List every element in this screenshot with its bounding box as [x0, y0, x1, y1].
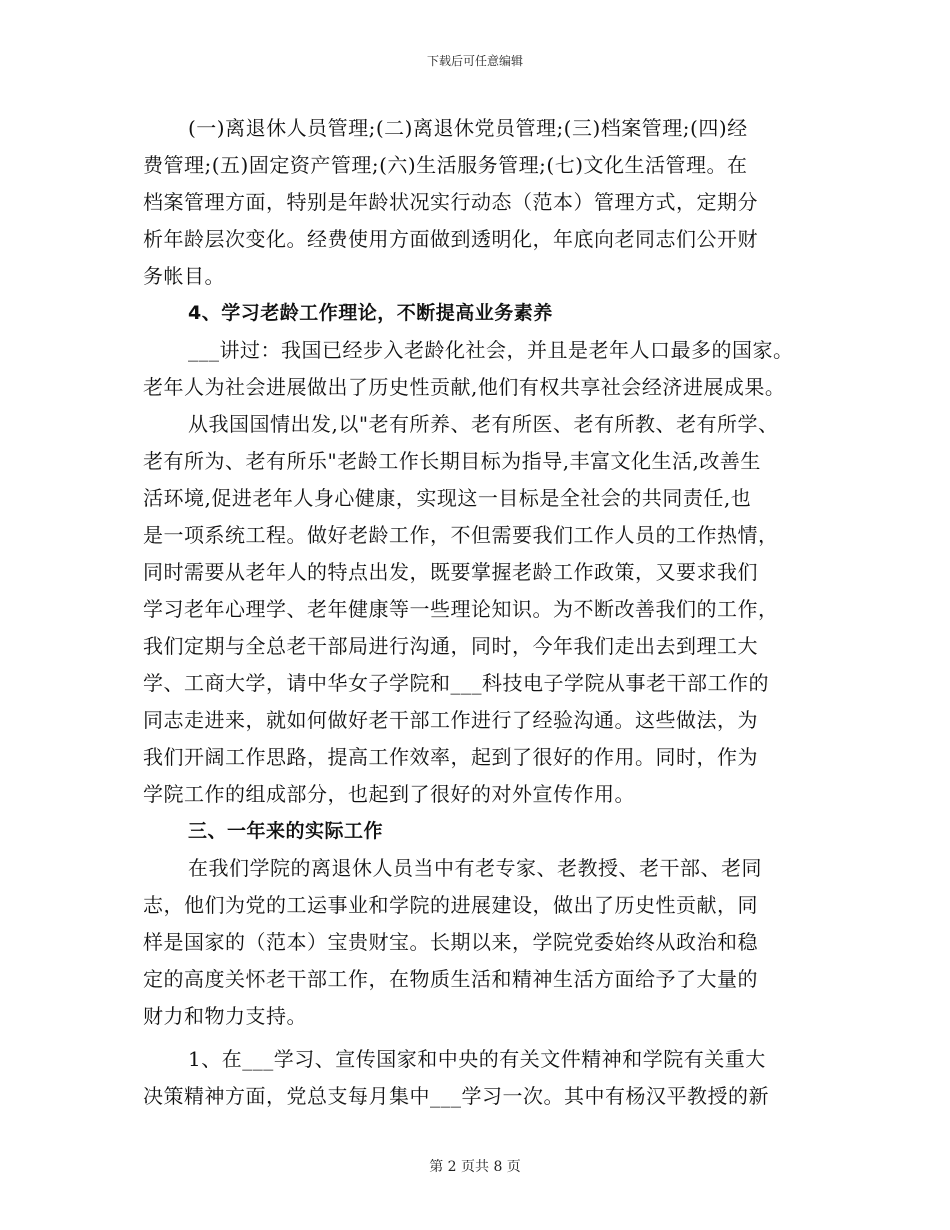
paragraph-line: 1、在___学习、宣传国家和中央的有关文件精神和学院有关重大	[188, 1047, 766, 1071]
paragraph-line: 析年龄层次变化。经费使用方面做到透明化，年底向老同志们公开财	[143, 227, 758, 251]
paragraph-line: 老年人为社会进展做出了历史性贡献,他们有权共享社会经济进展成果。	[143, 375, 786, 399]
section-heading: 三、一年来的实际工作	[188, 820, 384, 842]
section-heading: 4、学习老龄工作理论，不断提高业务素养	[188, 302, 553, 324]
paragraph-line: 定的高度关怀老干部工作，在物质生活和精神生活方面给予了大量的	[143, 967, 758, 991]
page-header: 下载后可任意编辑	[426, 54, 523, 68]
paragraph-line: 同志走进来，就如何做好老干部工作进行了经验沟通。这些做法，为	[143, 708, 758, 732]
paragraph-line: 我们定期与全总老干部局进行沟通，同时，今年我们走出去到理工大	[143, 634, 758, 658]
paragraph-line: 样是国家的（范本）宝贵财宝。长期以来，学院党委始终从政治和稳	[143, 930, 758, 954]
paragraph-line: 在我们学院的离退休人员当中有老专家、老教授、老干部、老同	[188, 856, 762, 880]
paragraph-line: 费管理;(五)固定资产管理;(六)生活服务管理;(七)文化生活管理。在	[143, 153, 748, 177]
paragraph-line: 老有所为、老有所乐"老龄工作长期目标为指导,丰富文化生活,改善生	[143, 449, 761, 473]
paragraph-line: 财力和物力支持。	[143, 1004, 307, 1028]
paragraph-line: 学院工作的组成部分，也起到了很好的对外宣传作用。	[143, 782, 635, 806]
paragraph-line: ___讲过：我国已经步入老龄化社会，并且是老年人口最多的国家。	[188, 338, 794, 362]
paragraph-line: 务帐目。	[143, 264, 225, 288]
paragraph-line: 是一项系统工程。做好老龄工作，不但需要我们工作人员的工作热情，	[143, 523, 779, 547]
paragraph-line: 学习老年心理学、老年健康等一些理论知识。为不断改善我们的工作，	[143, 597, 779, 621]
paragraph-line: 决策精神方面，党总支每月集中___学习一次。其中有杨汉平教授的新	[143, 1084, 769, 1108]
paragraph-line: 志，他们为党的工运事业和学院的进展建设，做出了历史性贡献，同	[143, 893, 758, 917]
paragraph-line: 档案管理方面，特别是年龄状况实行动态（范本）管理方式，定期分	[143, 190, 758, 214]
paragraph-line: 从我国国情出发,以"老有所养、老有所医、老有所教、老有所学、	[188, 412, 779, 436]
paragraph-line: (一)离退休人员管理;(二)离退休党员管理;(三)档案管理;(四)经	[188, 116, 748, 140]
paragraph-line: 学、工商大学，请中华女子学院和___科技电子学院从事老干部工作的	[143, 671, 769, 695]
page-footer: 第 2 页共 8 页	[429, 1159, 521, 1175]
paragraph-line: 活环境,促进老年人身心健康，实现这一目标是全社会的共同责任,也	[143, 486, 752, 510]
paragraph-line: 同时需要从老年人的特点出发，既要掌握老龄工作政策，又要求我们	[143, 560, 758, 584]
paragraph-line: 我们开阔工作思路，提高工作效率，起到了很好的作用。同时，作为	[143, 745, 758, 769]
